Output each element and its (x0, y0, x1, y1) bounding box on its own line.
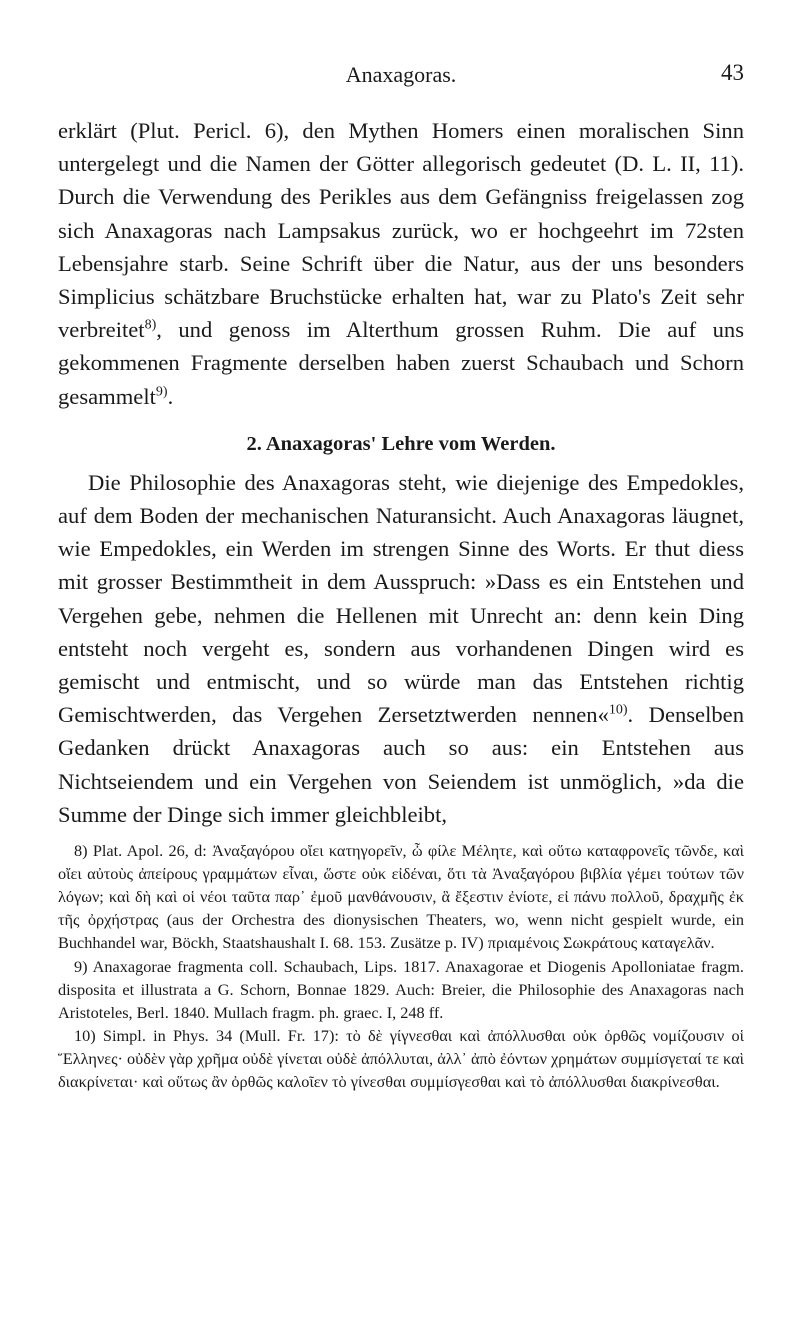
footnote-ref-8: 8) (144, 317, 157, 333)
paragraph-2-text-cont: . Denselben Gedanken drückt Anaxagoras auch so aus: ein Entstehen aus Nichtseiendem und ein Vergehen von Seiendem ist unmöglich, »da die Summe der Dinge sich immer gleichbleibt, (58, 702, 744, 827)
footnote-10: 10) Simpl. in Phys. 34 (Mull. Fr. 17): τὸ δὲ γίγνεσθαι καὶ ἀπόλλυσθαι οὐκ ὀρθῶς νομίζουσιν οἱ Ἕλληνες· οὐδὲν γὰρ χρῆμα οὐδὲ γίνεται οὐδὲ ἀπόλλυται, ἀλλ᾽ ἀπὸ ἐόντων χρημάτων συμμίσγεταί τε καὶ διακρίνεται· καὶ οὕτως ἂν ὀρθῶς καλοῖεν τὸ γίνεσθαι συμμίσγεσθαι καὶ τὸ ἀπόλλυσθαι διακρίνεσθαι. (58, 1025, 744, 1091)
running-title: Anaxagoras. (345, 62, 457, 87)
paragraph-1-text: erklärt (Plut. Pericl. 6), den Mythen Homers einen moralischen Sinn untergelegt und die Namen der Götter allegorisch gedeutet (D. L. II, 11). Durch die Verwendung des Perikles aus dem Gefängniss freigelassen zog sich Anaxagoras nach Lampsakus zurück, wo er hochgeehrt im 72sten Lebensjahre starb. Seine Schrift über die Natur, aus der uns besonders Simplicius schätzbare Bruchstücke erhalten hat, war zu Plato's Zeit sehr verbreitet (58, 118, 744, 343)
body-text (58, 114, 744, 831)
footnote-ref-9: 9) (155, 384, 168, 400)
paragraph-2 (58, 466, 744, 831)
book-page (58, 56, 744, 1093)
paragraph-1 (58, 114, 744, 413)
page-header (58, 56, 744, 90)
section-heading: 2. Anaxagoras' Lehre vom Werden. (246, 432, 556, 455)
page-number: 43 (721, 60, 744, 85)
paragraph-2-text: Die Philosophie des Anaxagoras steht, wie diejenige des Empedokles, auf dem Boden der mechanischen Naturansicht. Auch Anaxagoras läugnet, wie Empedokles, ein Werden im strengen Sinne des Worts. Er thut diess mit grosser Bestimmtheit in dem Ausspruch: »Dass es ein Entstehen und Vergehen gebe, nehmen die Hellenen mit Unrecht an: denn kein Ding entsteht noch vergeht es, sondern aus vorhandenen Dingen wird es gemischt und entmischt, und so würde man das Entstehen richtig Gemischtwerden, das Vergehen Zersetztwerden nennen« (58, 469, 744, 728)
footnote-9: 9) Anaxagorae fragmenta coll. Schaubach, Lips. 1817. Anaxagorae et Diogenis Apolloniatae fragm. disposita et illustrata a G. Schorn, Bonnae 1829. Auch: Breier, die Philosophie des Anaxagoras nach Aristoteles, Berl. 1840. Mullach fragm. ph. graec. I, 248 ff. (58, 956, 744, 1022)
footnotes (58, 839, 744, 1093)
paragraph-1-end: . (167, 383, 174, 409)
footnote-8: 8) Plat. Apol. 26, d: Ἀναξαγόρου οἴει κατηγορεῖν, ὦ φίλε Μέλητε, καὶ οὕτω καταφρονεῖς τῶνδε, καὶ οἴει αὐτοὺς ἀπείρους γραμμάτων εἶναι, ὥστε οὐκ εἰδέναι, ὅτι τὰ Ἀναξαγόρου βιβλία γέμει τούτων τῶν λόγων; καὶ δὴ καὶ οἱ νέοι ταῦτα παρ᾽ ἐμοῦ μανθάνουσιν, ἃ ἔξεστιν ἐνίοτε, εἰ πάνυ πολλοῦ, δραχμῆς ἐκ τῆς ὀρχήστρας (aus der Orchestra des dionysischen Theaters, wo, wenn nicht gespielt wurde, ein Buchhandel war, Böckh, Staatshaushalt I. 68. 153. Zusätze p. IV) πριαμένοις Σωκράτους καταγελᾶν. (58, 841, 744, 953)
footnote-ref-10: 10) (608, 702, 628, 718)
paragraph-1-text-cont: , und genoss im Alterthum grossen Ruhm. Die auf uns gekommenen Fragmente derselben haben zuerst Schaubach und Schorn gesammelt (58, 317, 744, 409)
